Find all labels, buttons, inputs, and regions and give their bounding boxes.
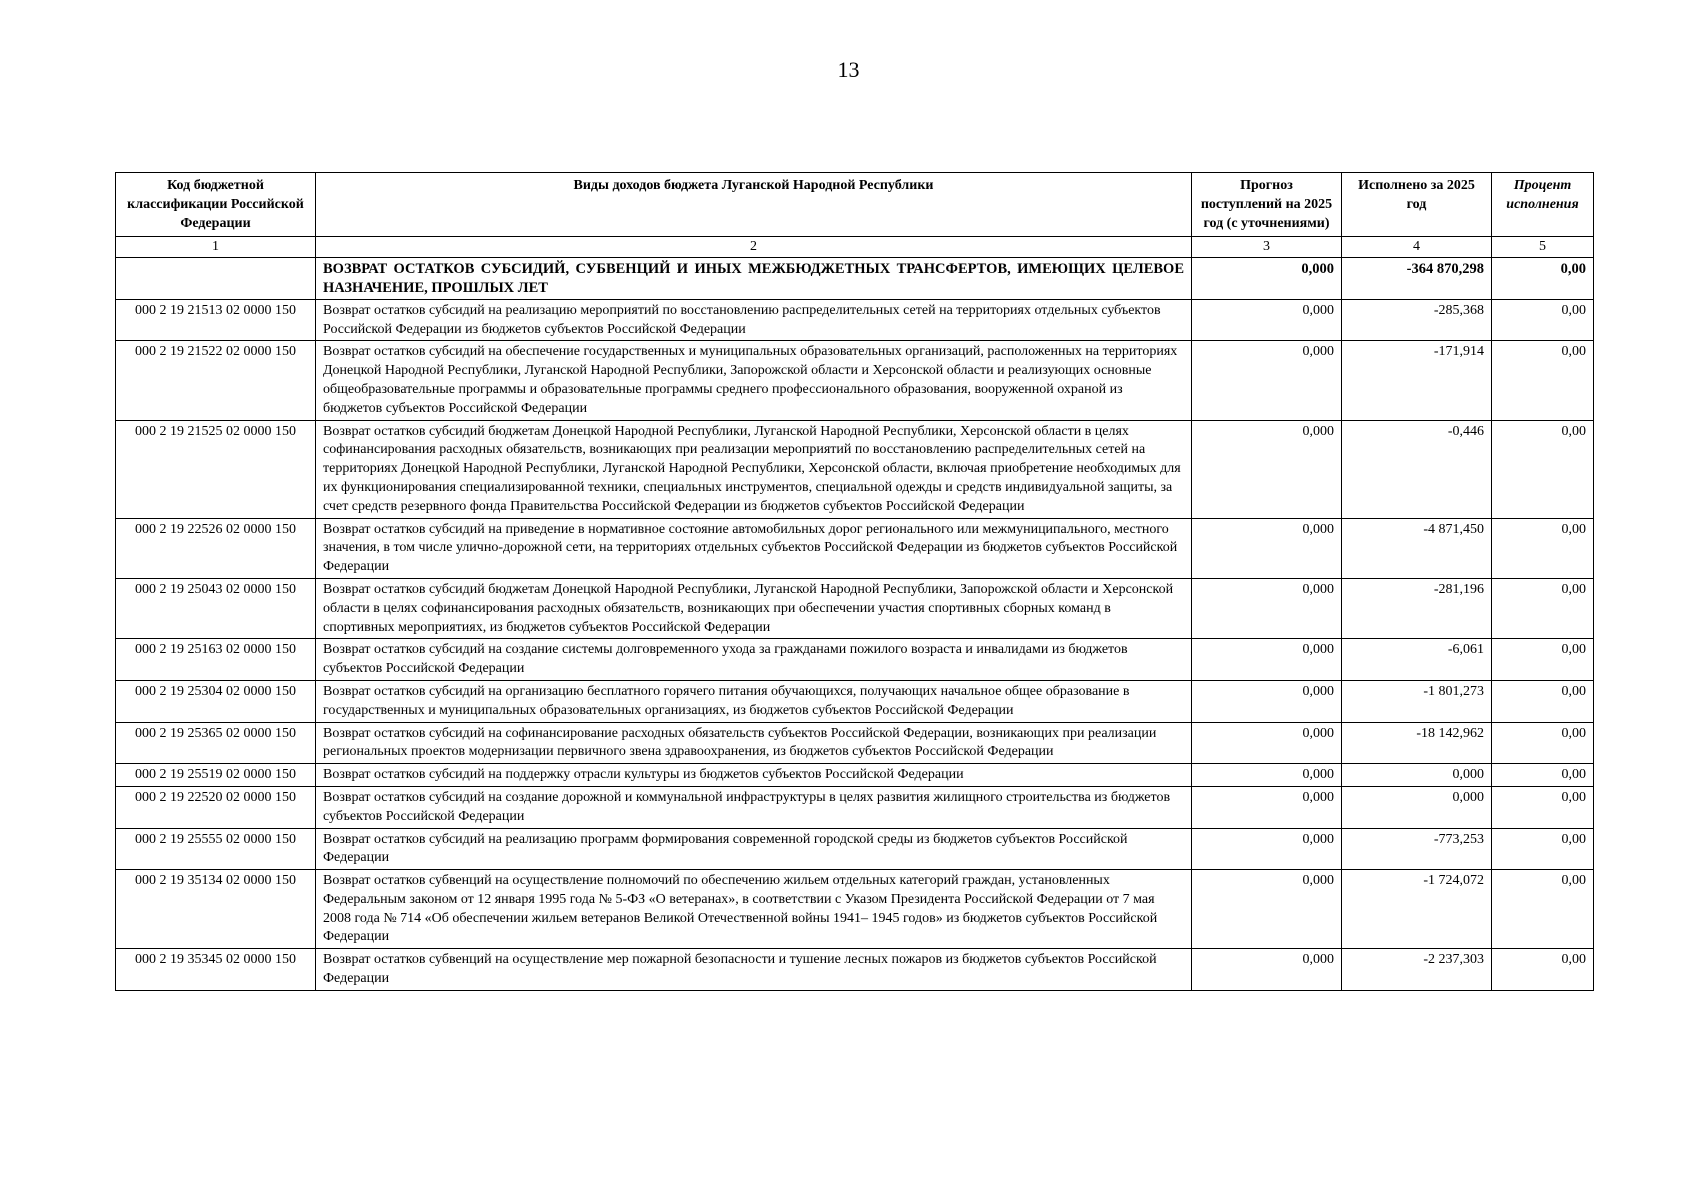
- row-forecast: 0,000: [1192, 680, 1342, 722]
- header-name: Виды доходов бюджета Луганской Народной Республики: [316, 173, 1192, 237]
- row-name: Возврат остатков субсидий бюджетам Донецкой Народной Республики, Луганской Народной Республики, Херсонской области в целях софинансирования расходных обязательств, возникающих при реализации мероприятий по восстановлению распределительных сетей на территориях Донецкой Народной Республики, Луганской Народной Республики, Херсонской области, включая приобретение необходимых для их функционирования специализированной техники, специальных инструментов, специальной одежды и средств индивидуальной защиты, за счет средств резервного фонда Правительства Российской Федерации из бюджетов субъектов Российской Федерации: [316, 420, 1192, 518]
- row-forecast: 0,000: [1192, 578, 1342, 638]
- row-code: 000 2 19 25365 02 0000 150: [116, 722, 316, 764]
- header-code: Код бюджетной классификации Российской Федерации: [116, 173, 316, 237]
- total-forecast: 0,000: [1192, 258, 1342, 300]
- row-name: Возврат остатков субсидий на приведение в нормативное состояние автомобильных дорог регионального или межмуниципального, местного значения, в том числе улично-дорожной сети, на территориях отдельных субъектов Российской Федерации из бюджетов субъектов Российской Федерации: [316, 518, 1192, 578]
- row-code: 000 2 19 35345 02 0000 150: [116, 949, 316, 991]
- row-code: 000 2 19 21522 02 0000 150: [116, 341, 316, 420]
- total-executed: -364 870,298: [1342, 258, 1492, 300]
- row-name: Возврат остатков субсидий на обеспечение государственных и муниципальных образовательных организаций, расположенных на территориях Донецкой Народной Республики, Луганской Народной Республики, Запорожской области и Херсонской области и реализующих основные общеобразовательные программы и образовательные программы среднего профессионального образования, вооруженной охраной из бюджетов субъектов Российской Федерации: [316, 341, 1192, 420]
- row-code: 000 2 19 25555 02 0000 150: [116, 828, 316, 870]
- table-row: [116, 764, 1594, 787]
- row-executed: -4 871,450: [1342, 518, 1492, 578]
- row-percent: 0,00: [1492, 420, 1594, 518]
- row-code: 000 2 19 35134 02 0000 150: [116, 870, 316, 949]
- row-percent: 0,00: [1492, 578, 1594, 638]
- row-executed: -6,061: [1342, 639, 1492, 681]
- row-code: 000 2 19 25043 02 0000 150: [116, 578, 316, 638]
- row-percent: 0,00: [1492, 680, 1594, 722]
- row-percent: 0,00: [1492, 764, 1594, 787]
- table-header-row: [116, 173, 1594, 237]
- row-executed: -0,446: [1342, 420, 1492, 518]
- total-code: [116, 258, 316, 300]
- header-forecast: Прогноз поступлений на 2025 год (с уточнениями): [1192, 173, 1342, 237]
- revenue-table: [115, 172, 1594, 991]
- total-percent: 0,00: [1492, 258, 1594, 300]
- row-forecast: 0,000: [1192, 786, 1342, 828]
- header-executed: Исполнено за 2025 год: [1342, 173, 1492, 237]
- row-executed: -171,914: [1342, 341, 1492, 420]
- row-percent: 0,00: [1492, 299, 1594, 341]
- row-executed: -1 724,072: [1342, 870, 1492, 949]
- table-row: [116, 639, 1594, 681]
- row-percent: 0,00: [1492, 786, 1594, 828]
- row-name: Возврат остатков субсидий на создание дорожной и коммунальной инфраструктуры в целях развития жилищного строительства из бюджетов субъектов Российской Федерации: [316, 786, 1192, 828]
- row-percent: 0,00: [1492, 518, 1594, 578]
- row-forecast: 0,000: [1192, 341, 1342, 420]
- row-executed: -2 237,303: [1342, 949, 1492, 991]
- table-row: [116, 578, 1594, 638]
- column-number: 4: [1342, 237, 1492, 258]
- row-name: Возврат остатков субсидий на реализацию программ формирования современной городской среды из бюджетов субъектов Российской Федерации: [316, 828, 1192, 870]
- row-percent: 0,00: [1492, 341, 1594, 420]
- row-name: Возврат остатков субсидий на организацию бесплатного горячего питания обучающихся, получающих начальное общее образование в государственных и муниципальных образовательных организациях, из бюджетов субъектов Российской Федерации: [316, 680, 1192, 722]
- table-row: [116, 680, 1594, 722]
- row-forecast: 0,000: [1192, 722, 1342, 764]
- row-code: 000 2 19 21525 02 0000 150: [116, 420, 316, 518]
- row-percent: 0,00: [1492, 949, 1594, 991]
- row-percent: 0,00: [1492, 870, 1594, 949]
- row-name: Возврат остатков субсидий на реализацию мероприятий по восстановлению распределительных сетей на территориях отдельных субъектов Российской Федерации из бюджетов субъектов Российской Федерации: [316, 299, 1192, 341]
- row-code: 000 2 19 22526 02 0000 150: [116, 518, 316, 578]
- row-name: Возврат остатков субвенций на осуществление мер пожарной безопасности и тушение лесных пожаров из бюджетов субъектов Российской Федерации: [316, 949, 1192, 991]
- row-executed: -773,253: [1342, 828, 1492, 870]
- row-executed: 0,000: [1342, 786, 1492, 828]
- table-row: [116, 420, 1594, 518]
- row-percent: 0,00: [1492, 828, 1594, 870]
- row-code: 000 2 19 25163 02 0000 150: [116, 639, 316, 681]
- row-forecast: 0,000: [1192, 870, 1342, 949]
- row-name: Возврат остатков субвенций на осуществление полномочий по обеспечению жильем отдельных категорий граждан, установленных Федеральным законом от 12 января 1995 года № 5-ФЗ «О ветеранах», в соответствии с Указом Президента Российской Федерации от 7 мая 2008 года № 714 «Об обеспечении жильем ветеранов Великой Отечественной войны 1941– 1945 годов» из бюджетов субъектов Российской Федерации: [316, 870, 1192, 949]
- page-number: 13: [837, 57, 860, 82]
- header-percent: Процент исполнения: [1492, 173, 1594, 237]
- row-forecast: 0,000: [1192, 639, 1342, 681]
- row-forecast: 0,000: [1192, 518, 1342, 578]
- total-name: ВОЗВРАТ ОСТАТКОВ СУБСИДИЙ, СУБВЕНЦИЙ И ИНЫХ МЕЖБЮДЖЕТНЫХ ТРАНСФЕРТОВ, ИМЕЮЩИХ ЦЕЛЕВОЕ НАЗНАЧЕНИЕ, ПРОШЛЫХ ЛЕТ: [316, 258, 1192, 300]
- row-name: Возврат остатков субсидий на создание системы долговременного ухода за гражданами пожилого возраста и инвалидами из бюджетов субъектов Российской Федерации: [316, 639, 1192, 681]
- row-forecast: 0,000: [1192, 299, 1342, 341]
- row-forecast: 0,000: [1192, 764, 1342, 787]
- table-row: [116, 299, 1594, 341]
- total-row: [116, 258, 1594, 300]
- column-number: 5: [1492, 237, 1594, 258]
- row-code: 000 2 19 21513 02 0000 150: [116, 299, 316, 341]
- column-number: 2: [316, 237, 1192, 258]
- row-executed: 0,000: [1342, 764, 1492, 787]
- table-row: [116, 341, 1594, 420]
- row-forecast: 0,000: [1192, 420, 1342, 518]
- table-body: [116, 237, 1594, 990]
- column-number: 3: [1192, 237, 1342, 258]
- row-executed: -281,196: [1342, 578, 1492, 638]
- row-name: Возврат остатков субсидий на софинансирование расходных обязательств субъектов Российской Федерации, возникающих при реализации региональных проектов модернизации первичного звена здравоохранения, из бюджетов субъектов Российской Федерации: [316, 722, 1192, 764]
- row-executed: -18 142,962: [1342, 722, 1492, 764]
- table-row: [116, 828, 1594, 870]
- table-row: [116, 786, 1594, 828]
- row-executed: -1 801,273: [1342, 680, 1492, 722]
- row-percent: 0,00: [1492, 639, 1594, 681]
- row-forecast: 0,000: [1192, 828, 1342, 870]
- row-name: Возврат остатков субсидий на поддержку отрасли культуры из бюджетов субъектов Российской Федерации: [316, 764, 1192, 787]
- row-code: 000 2 19 25519 02 0000 150: [116, 764, 316, 787]
- row-forecast: 0,000: [1192, 949, 1342, 991]
- table-row: [116, 518, 1594, 578]
- row-code: 000 2 19 25304 02 0000 150: [116, 680, 316, 722]
- table-row: [116, 949, 1594, 991]
- column-numbers-row: [116, 237, 1594, 258]
- table-row: [116, 870, 1594, 949]
- table-row: [116, 722, 1594, 764]
- row-executed: -285,368: [1342, 299, 1492, 341]
- row-code: 000 2 19 22520 02 0000 150: [116, 786, 316, 828]
- row-name: Возврат остатков субсидий бюджетам Донецкой Народной Республики, Луганской Народной Республики, Запорожской области и Херсонской области в целях софинансирования расходных обязательств, возникающих при обеспечении участия спортивных сборных команд в спортивных мероприятиях, из бюджетов субъектов Российской Федерации: [316, 578, 1192, 638]
- row-percent: 0,00: [1492, 722, 1594, 764]
- column-number: 1: [116, 237, 316, 258]
